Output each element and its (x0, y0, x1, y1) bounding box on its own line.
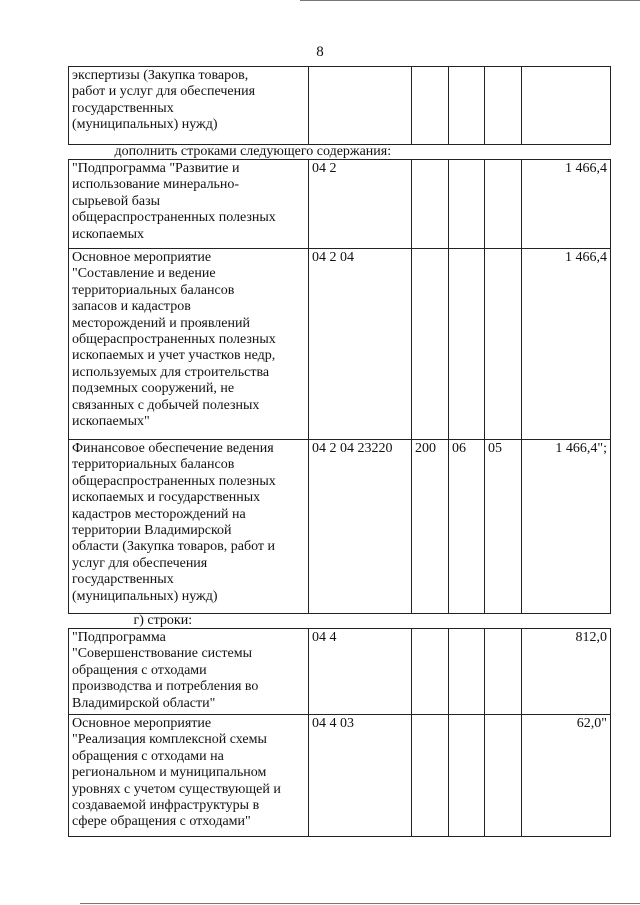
cell-pr (485, 67, 522, 145)
cell-code: 04 2 04 23220 (309, 440, 412, 614)
cell-vr: 200 (412, 440, 449, 614)
cell-sum: 62,0" (522, 715, 611, 837)
page-number: 8 (316, 44, 324, 60)
cell-sum: 1 466,4"; (522, 440, 611, 614)
cell-code (309, 67, 412, 145)
cell-sum (522, 67, 611, 145)
cell-name: Финансовое обеспечение ведения территориальных балансов общераспространенных полезных ископаемых и государственных кадастров месторождений на территории Владимирской области (Закупка товаров, работ и услуг для обеспечения государственных (муниципальных) нужд) (69, 440, 309, 614)
cell-name: Основное мероприятие "Составление и ведение территориальных балансов запасов и кадастров месторождений и проявлений общераспространенных полезных ископаемых и учет участков недр, используемых для строительства подземных сооружений, не связанных с добычей полезных ископаемых" (69, 249, 309, 440)
table-row (69, 67, 611, 145)
section-caption: г) строки: (69, 614, 611, 629)
cell-vr (412, 160, 449, 249)
cell-code: 04 2 04 (309, 249, 412, 440)
cell-rz (449, 249, 485, 440)
section-caption-row (69, 145, 611, 160)
cell-rz: 06 (449, 440, 485, 614)
cell-name: "Подпрограмма "Совершенствование системы обращения с отходами производства и потребления во Владимирской области" (69, 629, 309, 715)
cell-vr (412, 715, 449, 837)
cell-rz (449, 629, 485, 715)
scan-edge-line (300, 0, 640, 1)
cell-code: 04 4 (309, 629, 412, 715)
cell-code: 04 2 (309, 160, 412, 249)
section-caption-row (69, 614, 611, 629)
cell-pr: 05 (485, 440, 522, 614)
table-row (69, 249, 611, 440)
cell-name: Основное мероприятие "Реализация комплексной схемы обращения с отходами на региональном и муниципальном уровнях с учетом существующей и создаваемой инфраструктуры в сфере обращения с отходами" (69, 715, 309, 837)
cell-rz (449, 67, 485, 145)
cell-pr (485, 249, 522, 440)
cell-vr (412, 249, 449, 440)
cell-sum: 1 466,4 (522, 249, 611, 440)
cell-rz (449, 160, 485, 249)
cell-sum: 812,0 (522, 629, 611, 715)
cell-code: 04 4 03 (309, 715, 412, 837)
cell-pr (485, 629, 522, 715)
scan-edge-line (80, 903, 640, 904)
budget-table (68, 66, 611, 837)
cell-vr (412, 67, 449, 145)
cell-name: экспертизы (Закупка товаров, работ и услуг для обеспечения государственных (муниципальных) нужд) (69, 67, 309, 145)
table-row (69, 715, 611, 837)
cell-sum: 1 466,4 (522, 160, 611, 249)
cell-rz (449, 715, 485, 837)
cell-name: "Подпрограмма "Развитие и использование минерально- сырьевой базы общераспространенных полезных ископаемых (69, 160, 309, 249)
table-row (69, 440, 611, 614)
section-caption: дополнить строками следующего содержания: (69, 145, 611, 160)
cell-pr (485, 160, 522, 249)
table-row (69, 629, 611, 715)
table-row (69, 160, 611, 249)
cell-pr (485, 715, 522, 837)
cell-vr (412, 629, 449, 715)
